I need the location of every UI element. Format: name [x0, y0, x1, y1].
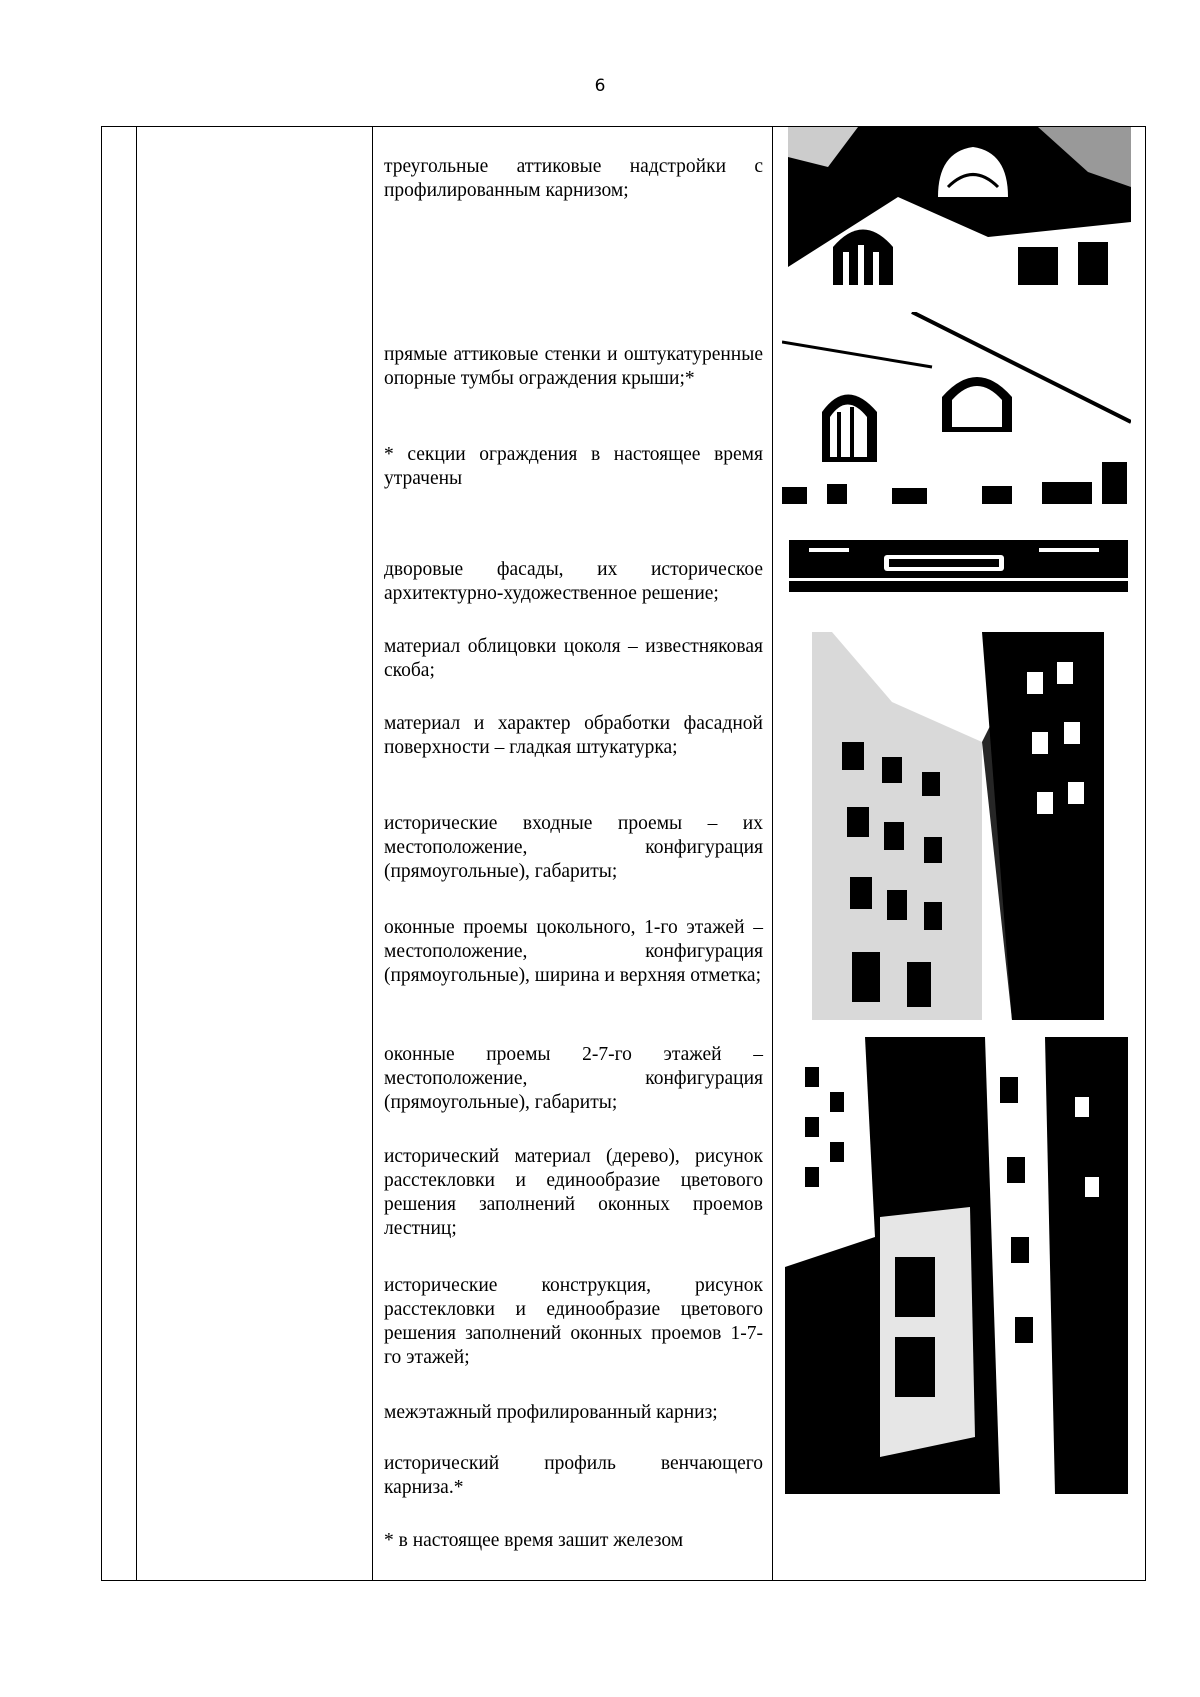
item-attic-straight: прямые аттиковые стенки и оштукатуренные опорные тумбы ограждения крыши;* — [384, 344, 763, 389]
photo-cornice-strip — [789, 530, 1128, 592]
item-window-openings-upper: оконные проемы 2-7-го этажей – местоположение, конфигурация (прямоугольные), габариты; — [384, 1044, 763, 1113]
item-courtyard-facades: дворовые фасады, их историческое архитектурно-художественное решение; — [384, 559, 763, 604]
item-window-openings-ground: оконные проемы цокольного, 1-го этажей – местоположение, конфигурация (прямоугольные), ширина и верхняя отметка; — [384, 917, 763, 986]
photo-attic-walls — [782, 312, 1131, 504]
item-facade-surface: материал и характер обработки фасадной поверхности – гладкая штукатурка; — [384, 713, 763, 758]
item-attic-triangular: треугольные аттиковые надстройки с профилированным карнизом; — [384, 156, 763, 201]
column-divider — [372, 127, 373, 1580]
photo-courtyard-facades — [812, 632, 1104, 1020]
column-divider — [136, 127, 137, 1580]
photo-triangular-attic — [788, 127, 1131, 285]
note-cornice: * в настоящее время зашит железом — [384, 1530, 684, 1551]
item-entrance-openings: исторические входные проемы – их местоположение, конфигурация (прямоугольные), габариты; — [384, 813, 763, 882]
column-divider — [772, 127, 773, 1580]
item-interfloor-cornice: межэтажный профилированный карниз; — [384, 1402, 718, 1423]
item-window-fills: исторические конструкция, рисунок расстекловки и единообразие цветового решения заполнений оконных проемов 1-7-го этажей; — [384, 1275, 763, 1368]
item-plinth-material: материал облицовки цоколя – известняковая скоба; — [384, 636, 763, 681]
note-railing: * секции ограждения в настоящее время утрачены — [384, 444, 763, 489]
item-stair-windows: исторический материал (дерево), рисунок расстекловки и единообразие цветового решения заполнений оконных проемов лестниц; — [384, 1146, 763, 1239]
item-crowning-cornice: исторический профиль венчающего карниза.* — [384, 1453, 763, 1498]
page-number: 6 — [594, 76, 606, 96]
photo-stair-windows — [785, 1037, 1128, 1494]
